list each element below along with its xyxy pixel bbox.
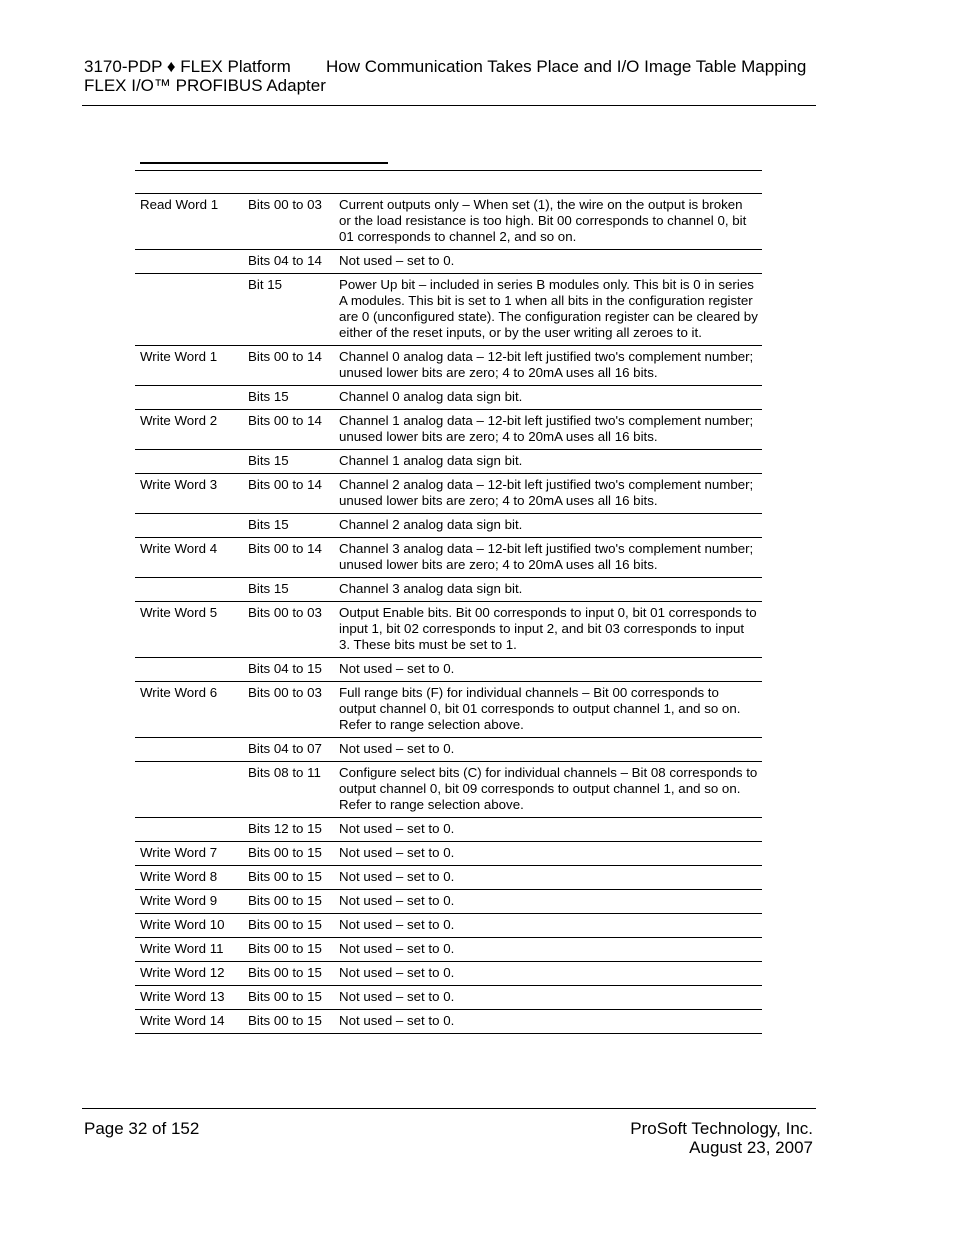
word-cell [135,450,243,474]
footer-divider [82,1108,816,1109]
word-cell: Write Word 12 [135,962,243,986]
caption-rule [140,162,388,164]
table-row [135,578,762,602]
footer-date: August 23, 2007 [689,1138,813,1157]
description-cell: Not used – set to 0. [334,866,762,890]
bits-cell: Bits 15 [243,386,334,410]
bits-cell: Bits 00 to 03 [243,602,334,658]
footer-page-number: Page 32 of 152 [84,1119,200,1138]
description-cell: Channel 3 analog data – 12-bit left justified two's complement number; unused lower bits are zero; 4 to 20mA uses all 16 bits. [334,538,762,578]
table-row [135,738,762,762]
description-cell: Not used – set to 0. [334,890,762,914]
bits-cell: Bits 04 to 15 [243,658,334,682]
io-mapping-table-body [135,194,762,1034]
bits-cell: Bits 00 to 15 [243,890,334,914]
word-cell: Write Word 3 [135,474,243,514]
table-row [135,866,762,890]
word-cell: Write Word 10 [135,914,243,938]
bits-cell: Bits 00 to 14 [243,346,334,386]
header-product-line: 3170-PDP ♦ FLEX Platform [84,57,291,76]
bits-cell: Bits 00 to 15 [243,1010,334,1034]
description-cell: Channel 3 analog data sign bit. [334,578,762,602]
word-cell [135,578,243,602]
bits-cell: Bits 00 to 14 [243,410,334,450]
word-cell: Write Word 7 [135,842,243,866]
bits-cell: Bits 00 to 15 [243,986,334,1010]
bits-cell: Bits 04 to 07 [243,738,334,762]
word-cell [135,658,243,682]
word-cell: Write Word 4 [135,538,243,578]
bits-cell: Bits 04 to 14 [243,250,334,274]
description-cell: Not used – set to 0. [334,658,762,682]
table-row [135,938,762,962]
word-cell: Write Word 1 [135,346,243,386]
description-cell: Not used – set to 0. [334,914,762,938]
description-cell: Full range bits (F) for individual channels – Bit 00 corresponds to output channel 0, bit 01 corresponds to output channel 1, and so on. Refer to range selection above. [334,682,762,738]
description-cell: Not used – set to 0. [334,986,762,1010]
word-cell: Write Word 5 [135,602,243,658]
table-row [135,514,762,538]
word-cell [135,250,243,274]
table-row [135,658,762,682]
description-cell: Channel 0 analog data sign bit. [334,386,762,410]
description-cell: Not used – set to 0. [334,842,762,866]
word-cell: Write Word 2 [135,410,243,450]
bits-cell: Bit 15 [243,274,334,346]
description-cell: Channel 1 analog data sign bit. [334,450,762,474]
bits-cell: Bits 00 to 15 [243,842,334,866]
description-cell: Current outputs only – When set (1), the wire on the output is broken or the load resistance is too high. Bit 00 corresponds to channel 0, bit 01 corresponds to channel 2, and so on. [334,194,762,250]
word-cell: Write Word 6 [135,682,243,738]
description-cell: Channel 2 analog data sign bit. [334,514,762,538]
table-row [135,346,762,386]
bits-cell: Bits 00 to 15 [243,914,334,938]
table-row [135,194,762,250]
word-cell: Write Word 14 [135,1010,243,1034]
word-cell [135,514,243,538]
bits-cell: Bits 00 to 15 [243,962,334,986]
table-row [135,410,762,450]
table-row [135,386,762,410]
word-cell [135,738,243,762]
word-cell [135,762,243,818]
bits-cell: Bits 00 to 03 [243,682,334,738]
table-row [135,274,762,346]
word-cell [135,818,243,842]
footer-company: ProSoft Technology, Inc. [630,1119,813,1138]
description-cell: Not used – set to 0. [334,250,762,274]
table-row [135,986,762,1010]
bits-cell: Bits 00 to 14 [243,538,334,578]
description-cell: Not used – set to 0. [334,738,762,762]
word-cell: Write Word 8 [135,866,243,890]
table-row [135,602,762,658]
description-cell: Channel 2 analog data – 12-bit left justified two's complement number; unused lower bits are zero; 4 to 20mA uses all 16 bits. [334,474,762,514]
description-cell: Not used – set to 0. [334,818,762,842]
table-row [135,842,762,866]
word-cell: Read Word 1 [135,194,243,250]
table-row [135,962,762,986]
description-cell: Channel 1 analog data – 12-bit left justified two's complement number; unused lower bits are zero; 4 to 20mA uses all 16 bits. [334,410,762,450]
bits-cell: Bits 00 to 14 [243,474,334,514]
bits-cell: Bits 15 [243,514,334,538]
table-row [135,538,762,578]
table-row [135,762,762,818]
bits-cell: Bits 08 to 11 [243,762,334,818]
description-cell: Output Enable bits. Bit 00 corresponds to input 0, bit 01 corresponds to input 1, bit 02 corresponds to input 2, and bit 03 corresponds to input 3. These bits must be set to 1. [334,602,762,658]
bits-cell: Bits 00 to 15 [243,866,334,890]
table-row [135,914,762,938]
table-row [135,818,762,842]
bits-cell: Bits 00 to 03 [243,194,334,250]
description-cell: Channel 0 analog data – 12-bit left justified two's complement number; unused lower bits are zero; 4 to 20mA uses all 16 bits. [334,346,762,386]
bits-cell: Bits 00 to 15 [243,938,334,962]
table-row [135,890,762,914]
table-row [135,1010,762,1034]
table-row [135,250,762,274]
header-divider [82,105,816,106]
description-cell: Not used – set to 0. [334,962,762,986]
bits-cell: Bits 15 [243,450,334,474]
bits-cell: Bits 12 to 15 [243,818,334,842]
header-section-title: How Communication Takes Place and I/O Image Table Mapping [326,57,807,76]
description-cell: Not used – set to 0. [334,938,762,962]
bits-cell: Bits 15 [243,578,334,602]
header-product-name: FLEX I/O™ PROFIBUS Adapter [84,76,326,95]
description-cell: Not used – set to 0. [334,1010,762,1034]
word-cell [135,386,243,410]
table-top-border [135,170,762,171]
word-cell: Write Word 9 [135,890,243,914]
word-cell: Write Word 13 [135,986,243,1010]
table-row [135,682,762,738]
word-cell [135,274,243,346]
description-cell: Power Up bit – included in series B modules only. This bit is 0 in series A modules. This bit is set to 1 when all bits in the configuration register are 0 (unconfigured state). The configuration register can be cleared by either of the reset inputs, or by the user writing all zeroes to it. [334,274,762,346]
table-row [135,474,762,514]
word-cell: Write Word 11 [135,938,243,962]
description-cell: Configure select bits (C) for individual channels – Bit 08 corresponds to output channel 0, bit 09 corresponds to output channel 1, and so on. Refer to range selection above. [334,762,762,818]
table-row [135,450,762,474]
io-mapping-table [135,194,762,1034]
